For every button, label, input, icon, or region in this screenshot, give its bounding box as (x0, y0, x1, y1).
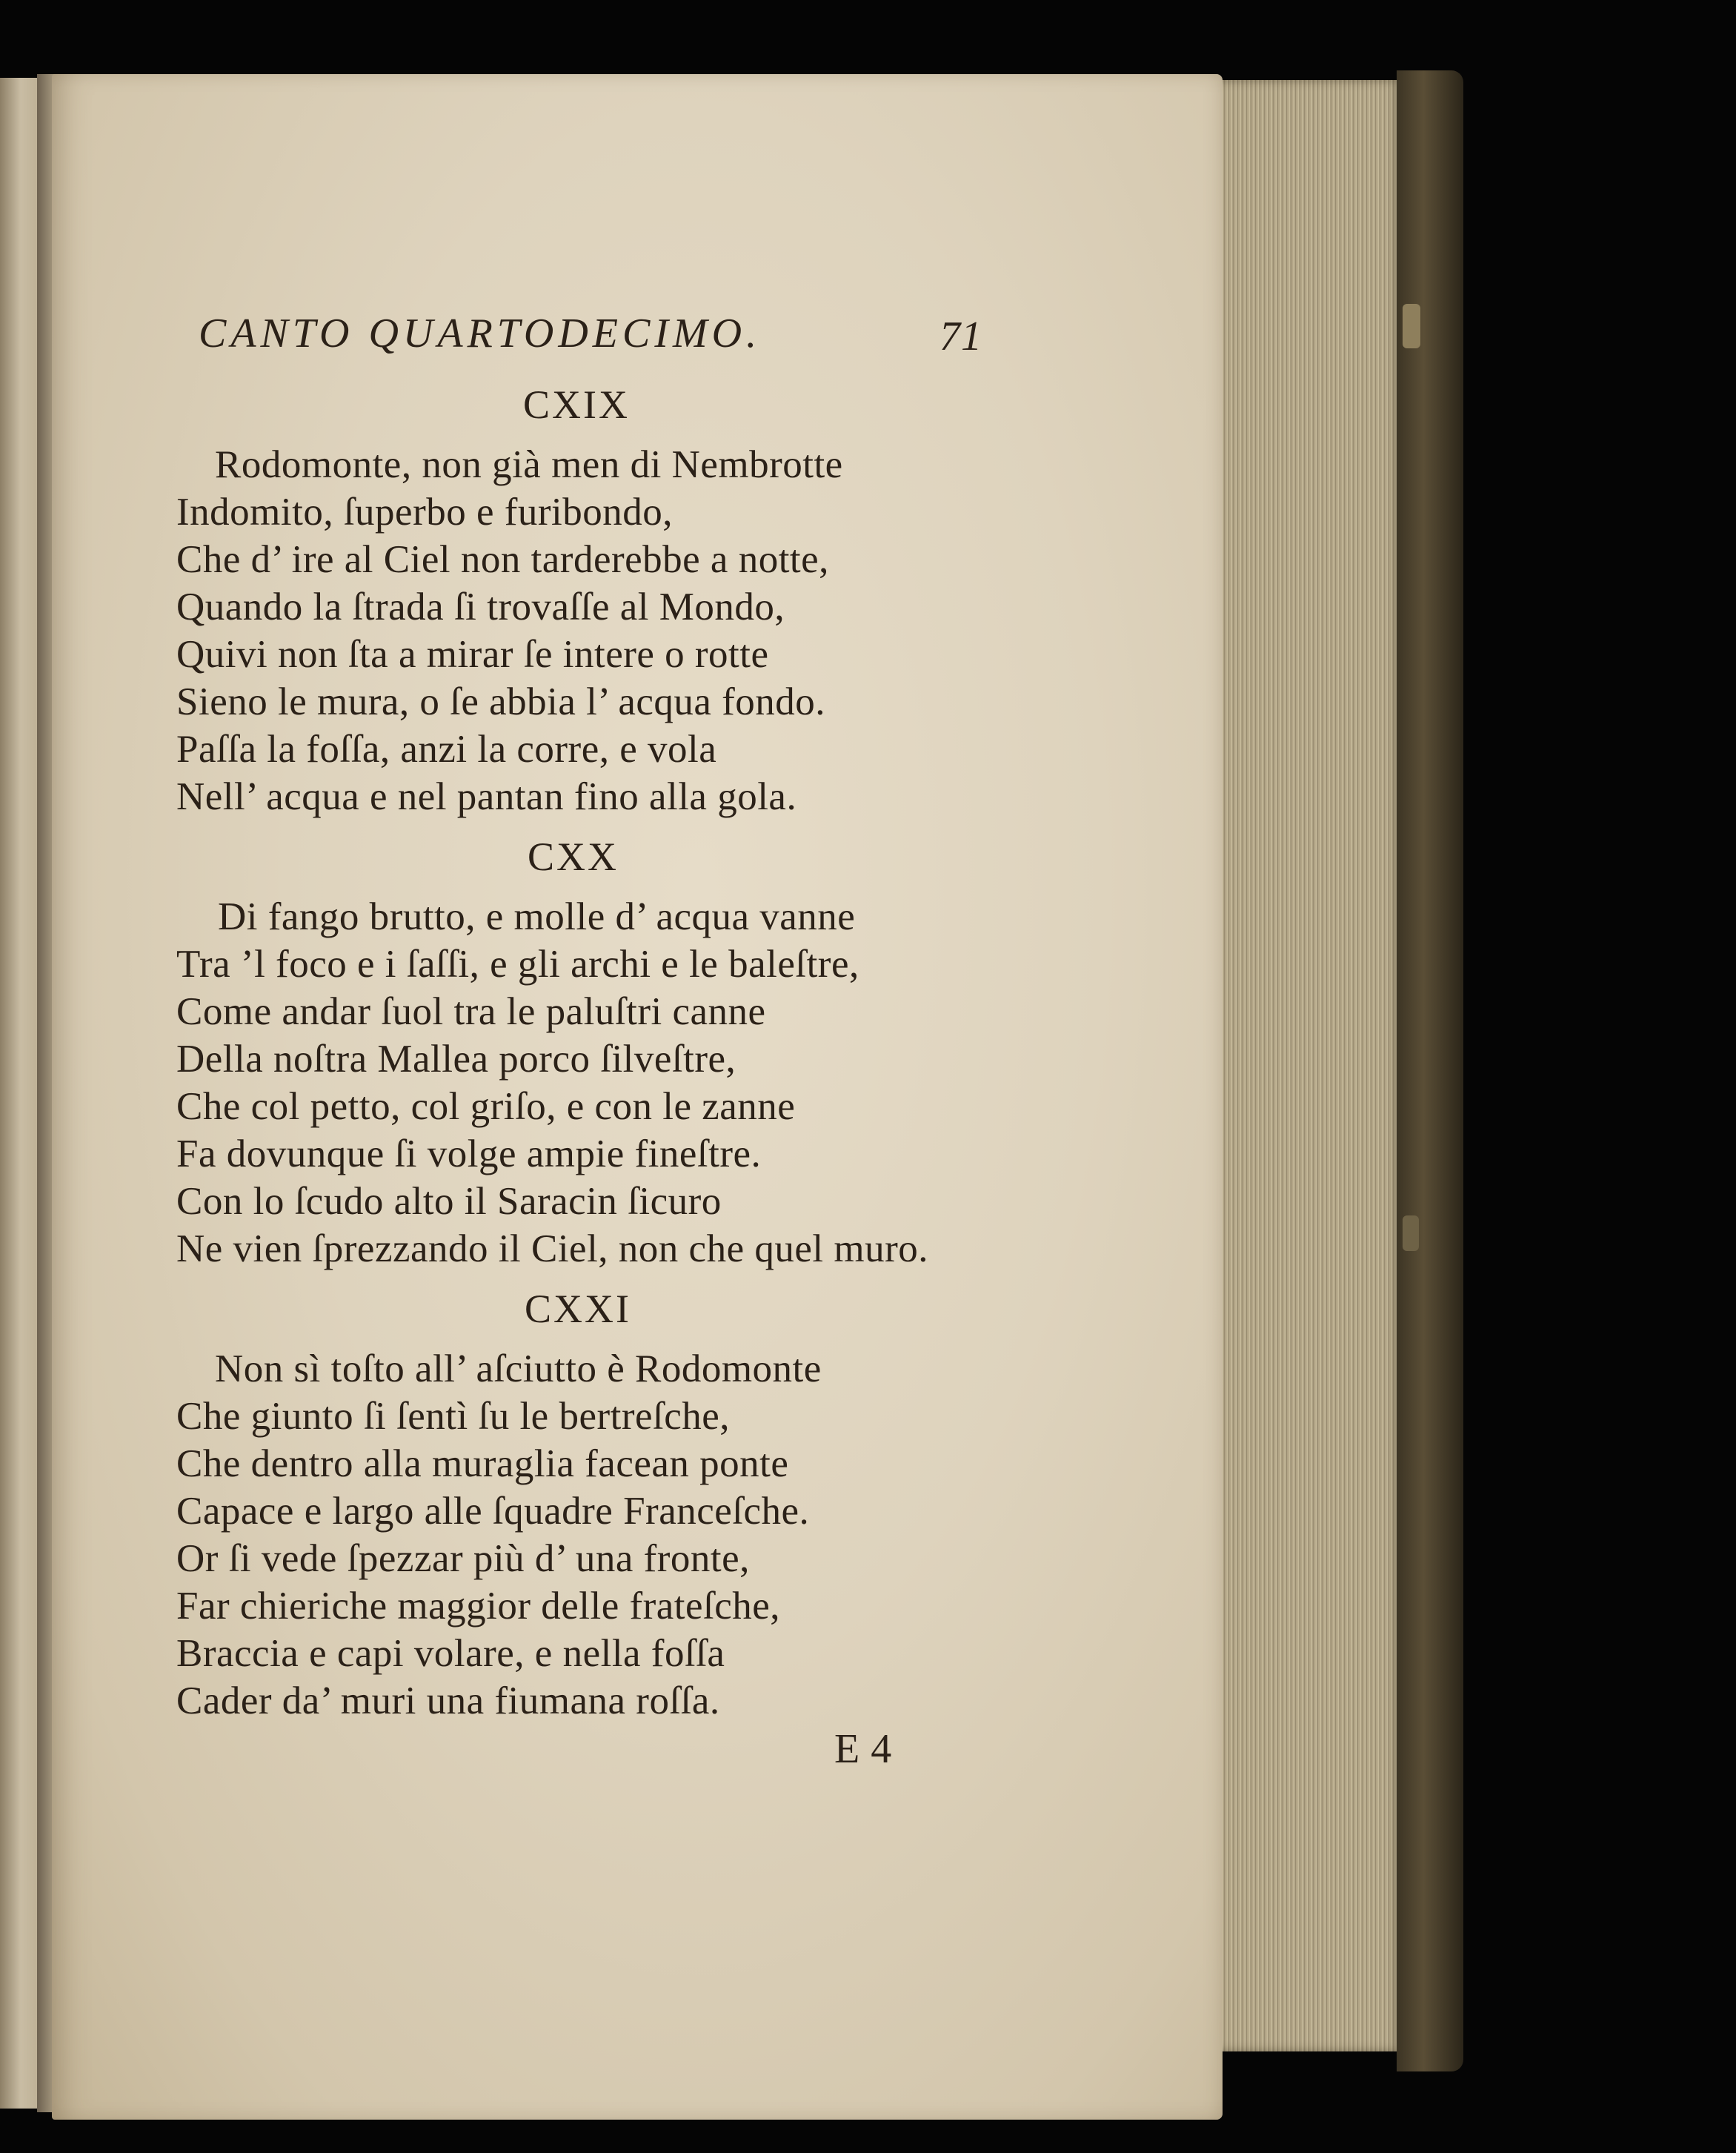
verse-line: Di fango brutto, e molle d’ acqua vanne (218, 895, 856, 938)
page-number: 71 (939, 314, 982, 359)
verse-line: Della noſtra Mallea porco ſilveſtre, (176, 1038, 736, 1081)
stanza-number: CXIX (523, 382, 630, 427)
stanza-number: CXXI (525, 1287, 631, 1331)
verse-line: Nell’ acqua e nel pantan fino alla gola. (176, 775, 797, 818)
leather-cover (1397, 70, 1463, 2071)
verse-line: Che giunto ſi ſentì ſu le bertreſche, (176, 1395, 731, 1438)
stanza-number: CXX (528, 835, 619, 879)
verse-line: Con lo ſcudo alto il Saracin ſicuro (176, 1180, 722, 1223)
verse-line: Che d’ ire al Ciel non tarderebbe a notte, (176, 538, 829, 581)
page-block-fore-edge (1215, 80, 1403, 2051)
verse-line: Fa dovunque ſi volge ampie fineſtre. (176, 1132, 762, 1175)
verse-line: Quando la ſtrada ſi trovaſſe al Mondo, (176, 585, 785, 628)
verse-line: Che col petto, col griſo, e con le zanne (176, 1085, 796, 1128)
verse-line: Tra ’l foco e i ſaſſi, e gli archi e le baleſtre, (176, 943, 859, 986)
verse-line: Che dentro alla muraglia facean ponte (176, 1442, 789, 1485)
verse-line: Sieno le mura, o ſe abbia l’ acqua fondo. (176, 680, 826, 723)
verse-line: Non sì toſto all’ aſciutto è Rodomonte (215, 1347, 822, 1390)
running-title: CANTO QUARTODECIMO. (199, 311, 762, 356)
verse-line: Braccia e capi volare, e nella foſſa (176, 1632, 725, 1675)
verse-line: Cader da’ muri una fiumana roſſa. (176, 1679, 720, 1722)
verse-line: Far chieriche maggior delle frateſche, (176, 1585, 781, 1628)
signature-mark: E 4 (834, 1726, 892, 1772)
cover-wear-mark (1403, 304, 1420, 348)
verse-line: Or ſi vede ſpezzar più d’ una fronte, (176, 1537, 750, 1580)
verse-line: Capace e largo alle ſquadre Franceſche. (176, 1490, 810, 1533)
verse-line: Paſſa la foſſa, anzi la corre, e vola (176, 728, 717, 771)
verse-line: Come andar ſuol tra le paluſtri canne (176, 990, 766, 1033)
verse-line: Quivi non ſta a mirar ſe intere o rotte (176, 633, 769, 676)
verse-line: Ne vien ſprezzando il Ciel, non che quel muro. (176, 1227, 928, 1270)
cover-wear-mark (1403, 1215, 1419, 1251)
verse-line: Rodomonte, non già men di Nembrotte (215, 443, 843, 486)
verse-line: Indomito, ſuperbo e furibondo, (176, 491, 674, 534)
